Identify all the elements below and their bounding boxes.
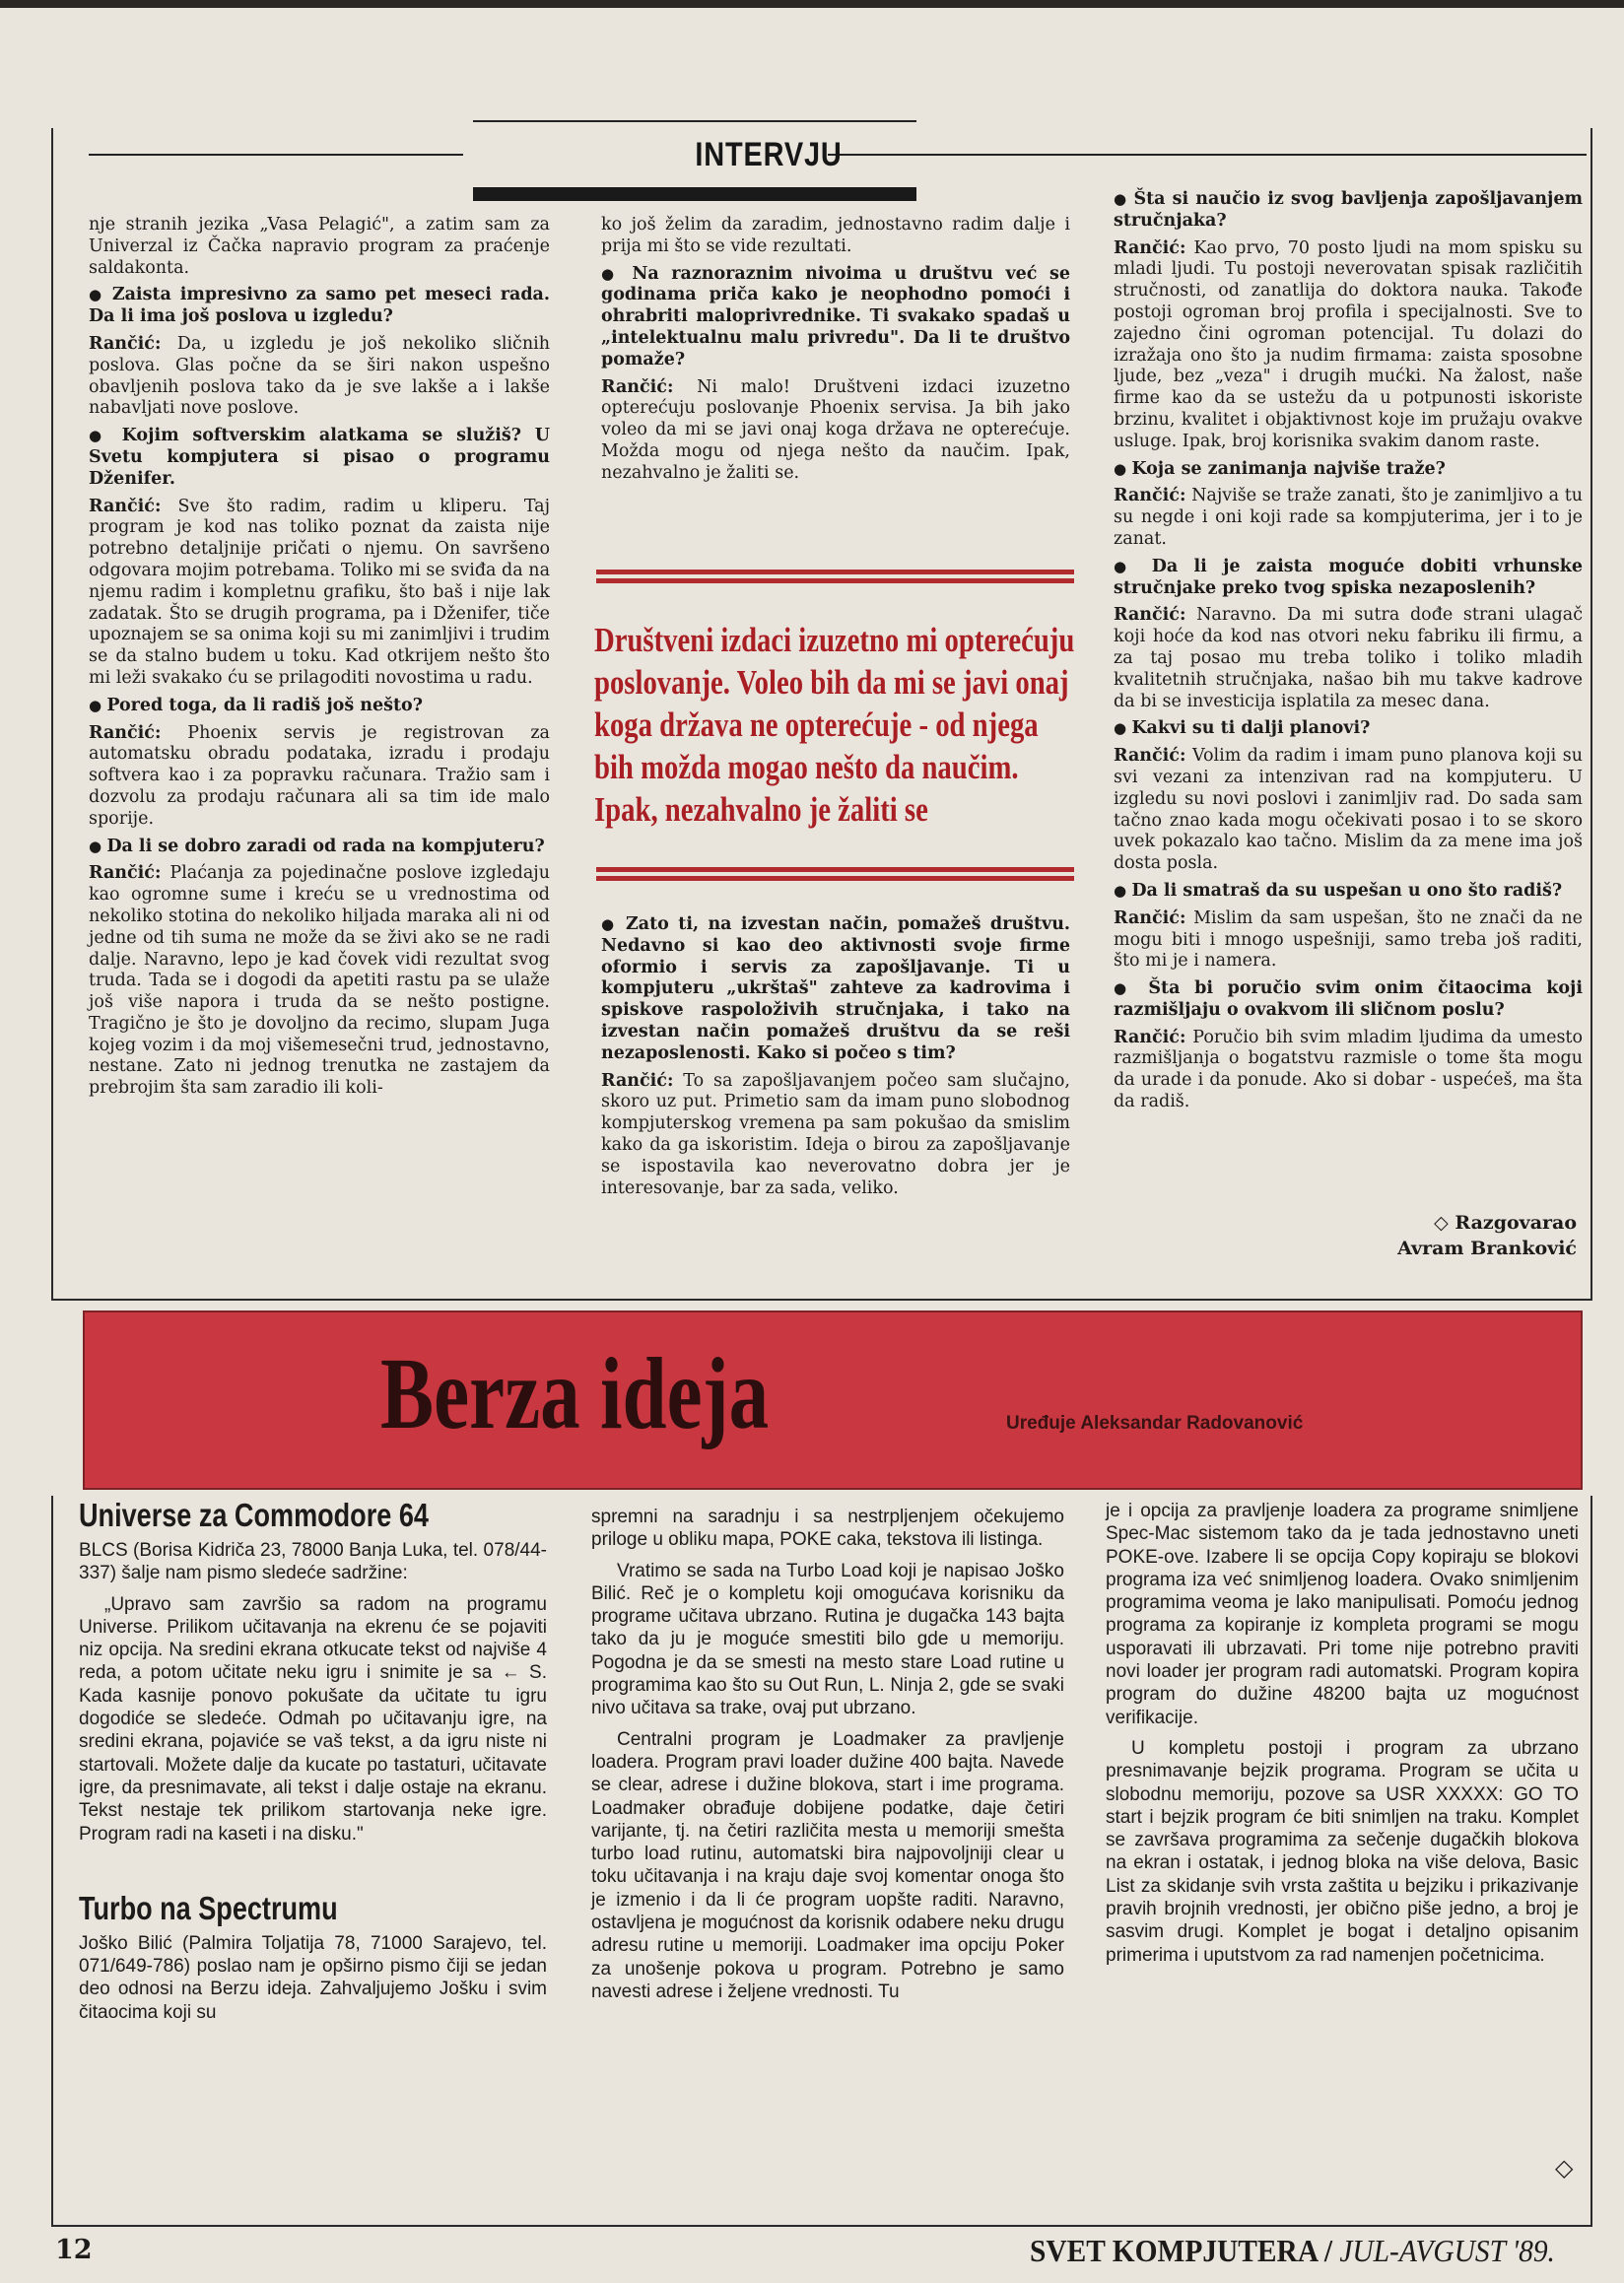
interview-column-2b (601, 914, 1070, 1205)
interview-answer (601, 377, 1070, 485)
interview-question: ● Pored toga, da li radiš još nešto? (89, 696, 550, 717)
speaker-name: Rančić: (1114, 237, 1186, 258)
interview-question: ● Zato ti, na izvestan način, pomažeš društvu. Nedavno si kao deo aktivnosti svoje firme oformio i servis za zapošljavanje. Ti u kompjuteru „ukrštaš" zahteve za kadrovima i spiskove raspoloživih stručnjaka, i tako na izvestan način pomažeš društvu da se reši nezaposlenosti. Kako si počeo s tim? (601, 914, 1070, 1065)
interview-paragraph: nje stranih jezika „Vasa Pelagić", a zatim sam za Univerzal iz Čačka napravio program za praćenje saldakonta. (89, 215, 550, 278)
interview-question: ● Šta si naučio iz svog bavljenja zapošljavanjem stručnjaka? (1114, 189, 1583, 233)
interview-answer (1114, 908, 1583, 973)
article-paragraph: Centralni program je Loadmaker za pravljenje loadera. Program pravi loader dužine 400 bajta. Navede se clear, adrese i dužine blokova, start i ime programa. Loadmaker obrađuje dobijene podatke, daje četiri varijante, tj. na četiri različita mesta u memoriji smešta turbo load rutinu, automatski bira najpovoljniji clear u toku učitavanja i na kraju daje svoj komentar onoga što je izmenio i da li će program uopšte raditi. Naravno, ostavljena je mogućnost da korisnik odabere neku drugu adresu rutine u memoriji. Loadmaker ima opciju Poker za unošenje pokova u program. Potrebno je samo navesti adrese i željene vrednosti. Tu (591, 1728, 1064, 2002)
header-rule (473, 120, 916, 122)
berza-banner (83, 1310, 1583, 1490)
interview-answer (89, 723, 550, 831)
article-paragraph: je i opcija za pravljenje loadera za programe snimljene Spec-Mac sistemom tako da je tada jednostavno uneti POKE-ove. Izabere li se opcija Copy kopiraju se blokovi programa iza već snimljenog loadera. Ovako snimljenim programima veoma je lako manipulisati. Pomoću jednog programa za kopiranje iz kompleta programi se mogu usporavati ili ubrzavati. Pri tome nije potrebno praviti novi loader jer program radi automatski. Program kopira program do dužine 48200 bajta uz mogućnost verifikacije. (1106, 1501, 1579, 1728)
article-paragraph: „Upravo sam završio sa radom na programu Universe. Prilikom učitavanja na ekrenu će se pojaviti niz opcija. Na sredini ekrana otkucate tekst od najviše 4 reda, a potom učitate neku igru i snimite je sa ← S. Kada kasnije ponovo pokušate da učitate tu igru dogodiće se sledeće. Odmah po učitavanju igre, na sredini ekrana, pojaviće se vaš tekst, a da igru niste ni startovali. Možete dalje da kucate po tastaturi, učitavate igre, da presnimavate, ali tekst i dalje ostaje na ekranu. Tekst nestaje tek prilikom startovanja neke igre. Program radi na kaseti i na disku." (79, 1593, 547, 1845)
interview-answer (1114, 486, 1583, 550)
article-heading: Turbo na Spectrumu (79, 1889, 338, 1926)
answer-text: Kao prvo, 70 posto ljudi na mom spisku su mladi ljudi. Tu postoji neverovatan spisak različitih stručnosti, od zanatlija do doktora nauka. Takođe postoji ogroman broj profila i specijalnosti. Sve to zajedno čini ogroman potencijal. Tu dolazi do izražaja ono što ja nudim firmama: zaista sposobne ljude, bez „veza" i drugih mućki. Na žalost, naše firme kao da se ustežu da u potpunosti iskoriste brzinu, kvalitet i objaktivnost koje im pružaju ovakve usluge. Ipak, broj korisnika svakim danom raste. (1114, 237, 1583, 451)
interview-answer (1114, 605, 1583, 712)
answer-text: Sve što radim, radim u kliperu. Taj program je kod nas toliko poznat da zaista nije potrebno detaljnije pričati o njemu. On savršeno odgovara mojim potrebama. Toliko mi se sviđa da na njemu radim i kompletnu grafiku, što baš i nije lak zadatak. Što se drugih programa, pa i Dženifer, tiče upoznajem se sa onima koji su mi zanimljivi i trudim se da stalno budem u toku. Kad otkrijem nešto što mi leži svakako ću se prilagoditi novostima u radu. (89, 496, 550, 688)
interview-credits (1281, 1210, 1577, 1261)
interview-question: ● Da li smatraš da su uspešan u ono što radiš? (1114, 881, 1583, 903)
speaker-name: Rančić: (89, 333, 162, 354)
end-diamond-icon: ◇ (1555, 2154, 1574, 2182)
speaker-name: Rančić: (1114, 486, 1186, 506)
answer-text: Najviše se traže zanati, što je zanimljivo a tu su negde i oni koji rade sa kompjuterima, jer i to je zanat. (1114, 486, 1583, 549)
answer-text: Mislim da sam uspešan, što ne znači da ne mogu biti i mnogo uspešniji, samo treba još raditi, što mi je i namera. (1114, 907, 1583, 972)
berza-column-3 (1106, 1500, 1579, 1975)
answer-text: Volim da radim i imam puno planova koji su svi vezani za intenzivan rad na kompjuteru. U izgledu su novi poslovi i zanimljiv rad. Do sada sam tačno znao kada mogu očekivati posao i to se skoro uvek pokazalo kao tačno. Mislim da za mene ima još dosta posla. (1114, 746, 1583, 874)
article-paragraph: Vratimo se sada na Turbo Load koji je napisao Joško Bilić. Reč je o kompletu koji omogućava korisniku da programe učitava ubrzano. Rutina je dugačka 143 bajta tako da ju je moguće smestiti bilo gde u memoriju. Pogodna je da se smesti na mesto stare Load rutine u programima kao što su Out Run, L. Ninja 2, gde se svaki nivo učitava sa trake, ovaj put ubrzano. (591, 1560, 1064, 1719)
answer-text: Poručio bih svim mladim ljudima da umesto razmišljanja o bogatstvu razmisle o tome šta mogu da urade i da ponude. Ako si dobar - uspećeš, ma šta da radiš. (1114, 1027, 1583, 1112)
interview-paragraph: ko još želim da zaradim, jednostavno radim dalje i prija mi što se vide rezultati. (601, 215, 1070, 256)
credit-label: ◇ Razgovarao (1434, 1212, 1577, 1234)
interview-answer (1114, 1028, 1583, 1113)
article-paragraph: spremni na saradnju i sa nestrpljenjem očekujemo priloge u obliku mapa, POKE caka, tekstova ili listinga. (591, 1507, 1064, 1551)
speaker-name: Rančić: (1114, 746, 1186, 767)
interview-answer (89, 863, 550, 1100)
interview-column-3 (1114, 189, 1583, 1119)
article-heading: Universe za Commodore 64 (79, 1497, 429, 1533)
answer-text: Ni malo! Društveni izdaci izuzetno opterećuju poslovanje Phoenix servisa. Ja bih jako voleo da mi se javi onaj koga država ne opterećuje. Možda mogu od njega nešto da naučim. Ipak, nezahvalno je žaliti se. (601, 376, 1070, 483)
answer-text: Plaćanja za pojedinačne poslove izgledaju kao ogromne sume i kreću se u vrednostima od nekoliko stotina do nekoliko hiljada maraka ali ni od jedne od tih suma ne može da se živi ako se ne radi dalje. Naravno, lepo je kad čovek vidi rezultat svog truda. Tada se i dogodi da apetiti rastu pa se ulaže još više napora i truda da se nešto postigne. Tragično je što je dovoljno da recimo, slupam Juga kojeg vozim i da moj višemesečni trud, jednostavno, nestane. Zato ni jednog trenutka ne zastajem da prebrojim šta sam zaradio ili koli- (89, 863, 550, 1099)
magazine-footer (1030, 2233, 1555, 2269)
berza-column-1 (79, 1496, 547, 2032)
interview-answer (89, 497, 550, 690)
answer-text: Naravno. Da mi sutra dođe strani ulagač koji hoće da kod nas otvori neku fabriku ili firmu, a za taj posao mu treba toliko i toliko mladih kvalitetnih stručnjaka, našao bih mu takve kadrove da bi se investicija isplatila za mesec dana. (1114, 605, 1583, 711)
interview-answer (601, 1071, 1070, 1200)
answer-text: Da, u izgledu je još nekoliko sličnih poslova. Glas počne da se širi nakon uspešno obavljenih poslova tako da je sve lakše a i lakše nabavljati nove poslove. (89, 333, 550, 419)
article-paragraph: Joško Bilić (Palmira Toljatija 78, 71000 Sarajevo, tel. 071/649-786) poslao nam je opširno pismo čiji se jedan deo odnosi na Berzu ideja. Zahvaljujemo Jošku i svim čitaocima koji su (79, 1932, 547, 2023)
interview-answer (1114, 746, 1583, 875)
banner-title: Berza ideja (380, 1337, 770, 1450)
interview-column-1 (89, 215, 550, 1106)
page-number: 12 (55, 2235, 93, 2265)
top-edge (0, 0, 1624, 8)
interview-question: ● Na raznoraznim nivoima u društvu već se godinama priča kako je neophodno pomoći i ohrabriti maloprivrednike. Ti svakako spadaš u „intelektualnu malu privredu". Da li te društvo pomaže? (601, 264, 1070, 371)
article-paragraph: U kompletu postoji i program za ubrzano presnimavanje bejzik programa. Program se učita u slobodnu memoriju, pozove sa USR XXXXX: GO TO start i bejzik program će biti snimljen na traku. Komplet se završava programima za sečenje dugačkih blokova na ekran i ostatak, i jednog bloka na više delova, Basic List za skidanje svih vrsta zaštita u bejziku i prikazivanje pravih brojnih vrednosti, jer obično piše jedno, a broj je sasvim drugi. Komplet je bogat i detaljno opisanim primerima i uputstvom za rad namenjen početnicima. (1106, 1737, 1579, 1966)
section-label: INTERVJU (695, 136, 843, 173)
speaker-name: Rančić: (1114, 605, 1186, 626)
banner-subtitle: Uređuje Aleksandar Radovanović (1006, 1413, 1304, 1434)
credit-author: Avram Branković (1397, 1238, 1577, 1259)
interview-question: ● Da li se dobro zaradi od rada na kompjuteru? (89, 837, 550, 858)
speaker-name: Rančić: (1114, 907, 1186, 928)
interview-question: ● Koja se zanimanja najviše traže? (1114, 459, 1583, 481)
interview-column-2 (601, 215, 1070, 491)
interview-question: ● Da li je zaista moguće dobiti vrhunske stručnjake preko tvog spiska nezaposlenih? (1114, 557, 1583, 600)
pull-quote: Društveni izdaci izuzetno mi opterećuju poslovanje. Voleo bih da mi se javi onaj koga država ne opterećuje - od njega bih možda mogao nešto da naučim. Ipak, nezahvalno je žaliti se (594, 621, 1075, 829)
speaker-name: Rančić: (601, 1070, 674, 1091)
magazine-title: SVET KOMPJUTERA / (1030, 2233, 1332, 2268)
article-body (79, 1932, 547, 2024)
interview-answer (89, 334, 550, 420)
article-paragraph: BLCS (Borisa Kidriča 23, 78000 Banja Luka, tel. 078/44-337) šalje nam pismo sledeće sadržine: (79, 1540, 547, 1584)
speaker-name: Rančić: (89, 722, 162, 743)
interview-question: ● Šta bi poručio svim onim čitaocima koji razmišljaju o ovakvom ili sličnom poslu? (1114, 978, 1583, 1022)
speaker-name: Rančić: (89, 863, 162, 884)
pull-quote-rule-bottom (596, 867, 1074, 889)
answer-text: To sa zapošljavanjem počeo sam slučajno, skoro uz put. Primetio sam da imam puno slobodnog kompjuterskog vremena pa sam pokušao da smislim kako da ga iskoristim. Ideja o birou za zapošljavanje se ispostavila kao neverovatno dobra jer je interesovanje, bar za sada, veliko. (601, 1070, 1070, 1198)
interview-question: ● Kakvi su ti dalji planovi? (1114, 718, 1583, 740)
interview-question: ● Kojim softverskim alatkama se služiš? U Svetu kompjutera si pisao o programu Dženifer. (89, 426, 550, 490)
article-body (79, 1539, 547, 1846)
interview-answer (1114, 238, 1583, 453)
speaker-name: Rančić: (601, 376, 674, 397)
interview-question: ● Zaista impresivno za samo pet meseci rada. Da li ima još poslova u izgledu? (89, 285, 550, 328)
issue-date: JUL-AVGUST '89. (1331, 2233, 1555, 2268)
answer-text: Phoenix servis je registrovan za automatsku obradu podataka, izradu i prodaju softvera kao i za popravku računara. Tražio sam i dozvolu za prodaju računara ali sa tim ide malo sporije. (89, 722, 550, 829)
pull-quote-rule-top (596, 570, 1074, 591)
speaker-name: Rančić: (1114, 1027, 1186, 1047)
speaker-name: Rančić: (89, 496, 162, 516)
berza-column-2 (591, 1506, 1064, 2011)
